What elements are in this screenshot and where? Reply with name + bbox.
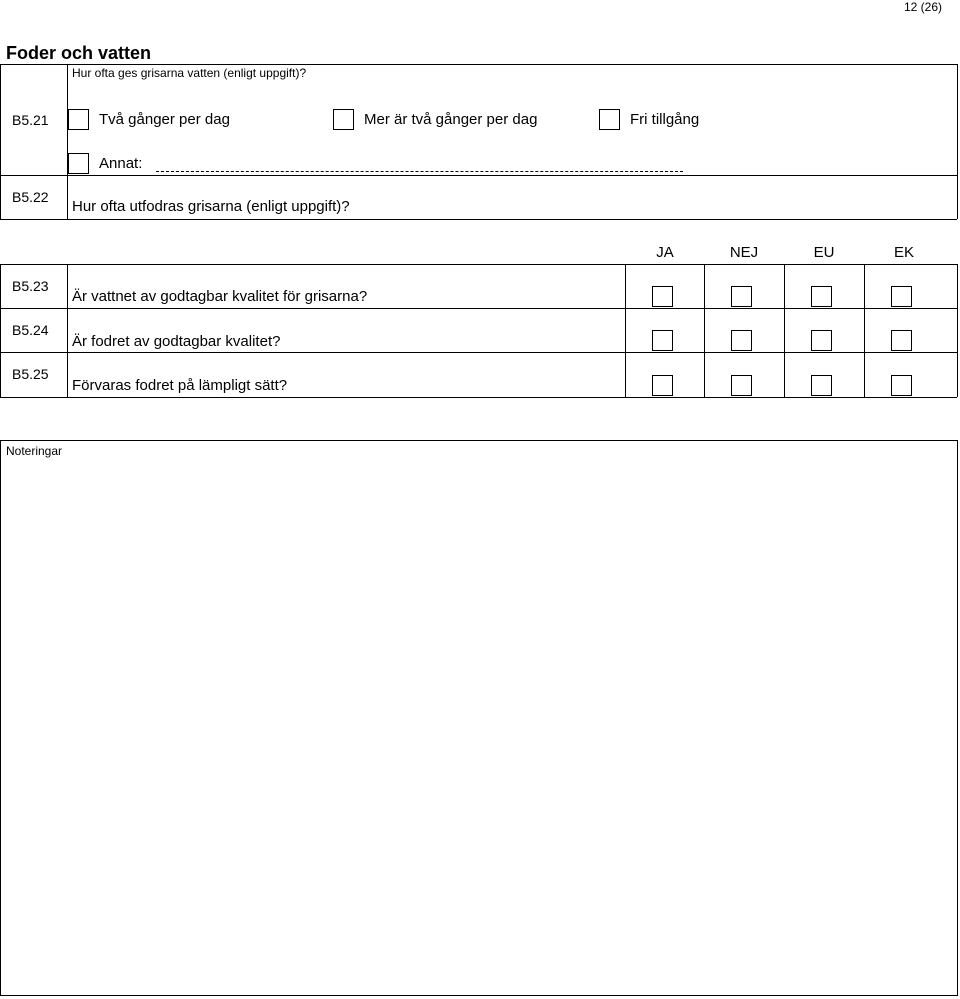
b525-question-text: Förvaras fodret på lämpligt sätt? [72, 377, 288, 394]
b523-eu-checkbox[interactable] [811, 286, 832, 307]
b521-option-1-label: Två gånger per dag [99, 111, 230, 128]
b521-option-2-checkbox[interactable] [333, 109, 354, 130]
b523-code: B5.23 [12, 278, 49, 294]
answer-table-col-divider-eu [784, 264, 785, 397]
b524-eu-checkbox[interactable] [811, 330, 832, 351]
answer-table-col-divider-nej [704, 264, 705, 397]
table-border-left [0, 64, 1, 219]
b521-intro-text: Hur ofta ges grisarna vatten (enligt uppgift)? [72, 66, 307, 80]
b521-other-input-line[interactable] [156, 171, 683, 172]
b521-option-3-label: Fri tillgång [630, 111, 700, 128]
column-header-nej: NEJ [729, 244, 759, 261]
table-border-bottom [0, 219, 957, 220]
column-header-ja: JA [656, 244, 674, 261]
column-header-ek: EK [893, 244, 914, 261]
b523-question-text: Är vattnet av godtagbar kvalitet för grisarna? [72, 288, 368, 305]
table-border-top [0, 64, 957, 65]
section-title: Foder och vatten [6, 43, 152, 63]
b521-other-label: Annat: [99, 155, 143, 172]
b522-code: B5.22 [12, 189, 49, 205]
b525-ek-checkbox[interactable] [891, 375, 912, 396]
b521-code: B5.21 [12, 112, 49, 128]
answer-table-border-left [0, 264, 1, 397]
answer-table-code-divider [67, 264, 68, 397]
answer-table-border-top [0, 264, 957, 265]
b524-ja-checkbox[interactable] [652, 330, 673, 351]
b525-nej-checkbox[interactable] [731, 375, 752, 396]
b524-question-text: Är fodret av godtagbar kvalitet? [72, 333, 281, 350]
b524-code: B5.24 [12, 322, 49, 338]
b524-nej-checkbox[interactable] [731, 330, 752, 351]
column-header-eu: EU [813, 244, 835, 261]
answer-table-col-divider-ek [864, 264, 865, 397]
answer-table-row-divider-2 [0, 352, 957, 353]
b521-option-3-checkbox[interactable] [599, 109, 620, 130]
notes-label: Noteringar [6, 444, 63, 458]
b522-question-text: Hur ofta utfodras grisarna (enligt uppgift)? [72, 198, 350, 215]
b523-ek-checkbox[interactable] [891, 286, 912, 307]
table-row-divider [0, 175, 957, 176]
answer-table-border-right [957, 264, 958, 397]
b524-ek-checkbox[interactable] [891, 330, 912, 351]
table-border-right [957, 64, 958, 219]
b525-code: B5.25 [12, 366, 49, 382]
b521-option-1-checkbox[interactable] [68, 109, 89, 130]
b525-eu-checkbox[interactable] [811, 375, 832, 396]
b523-nej-checkbox[interactable] [731, 286, 752, 307]
page-number: 12 (26) [903, 0, 942, 14]
b521-other-checkbox[interactable] [68, 153, 89, 174]
notes-box[interactable] [0, 440, 958, 996]
answer-table-row-divider-1 [0, 308, 957, 309]
b521-option-2-label: Mer är två gånger per dag [364, 111, 538, 128]
b525-ja-checkbox[interactable] [652, 375, 673, 396]
answer-table-border-bottom [0, 397, 957, 398]
table-column-divider [67, 64, 68, 219]
b523-ja-checkbox[interactable] [652, 286, 673, 307]
answer-table-col-divider-ja [625, 264, 626, 397]
